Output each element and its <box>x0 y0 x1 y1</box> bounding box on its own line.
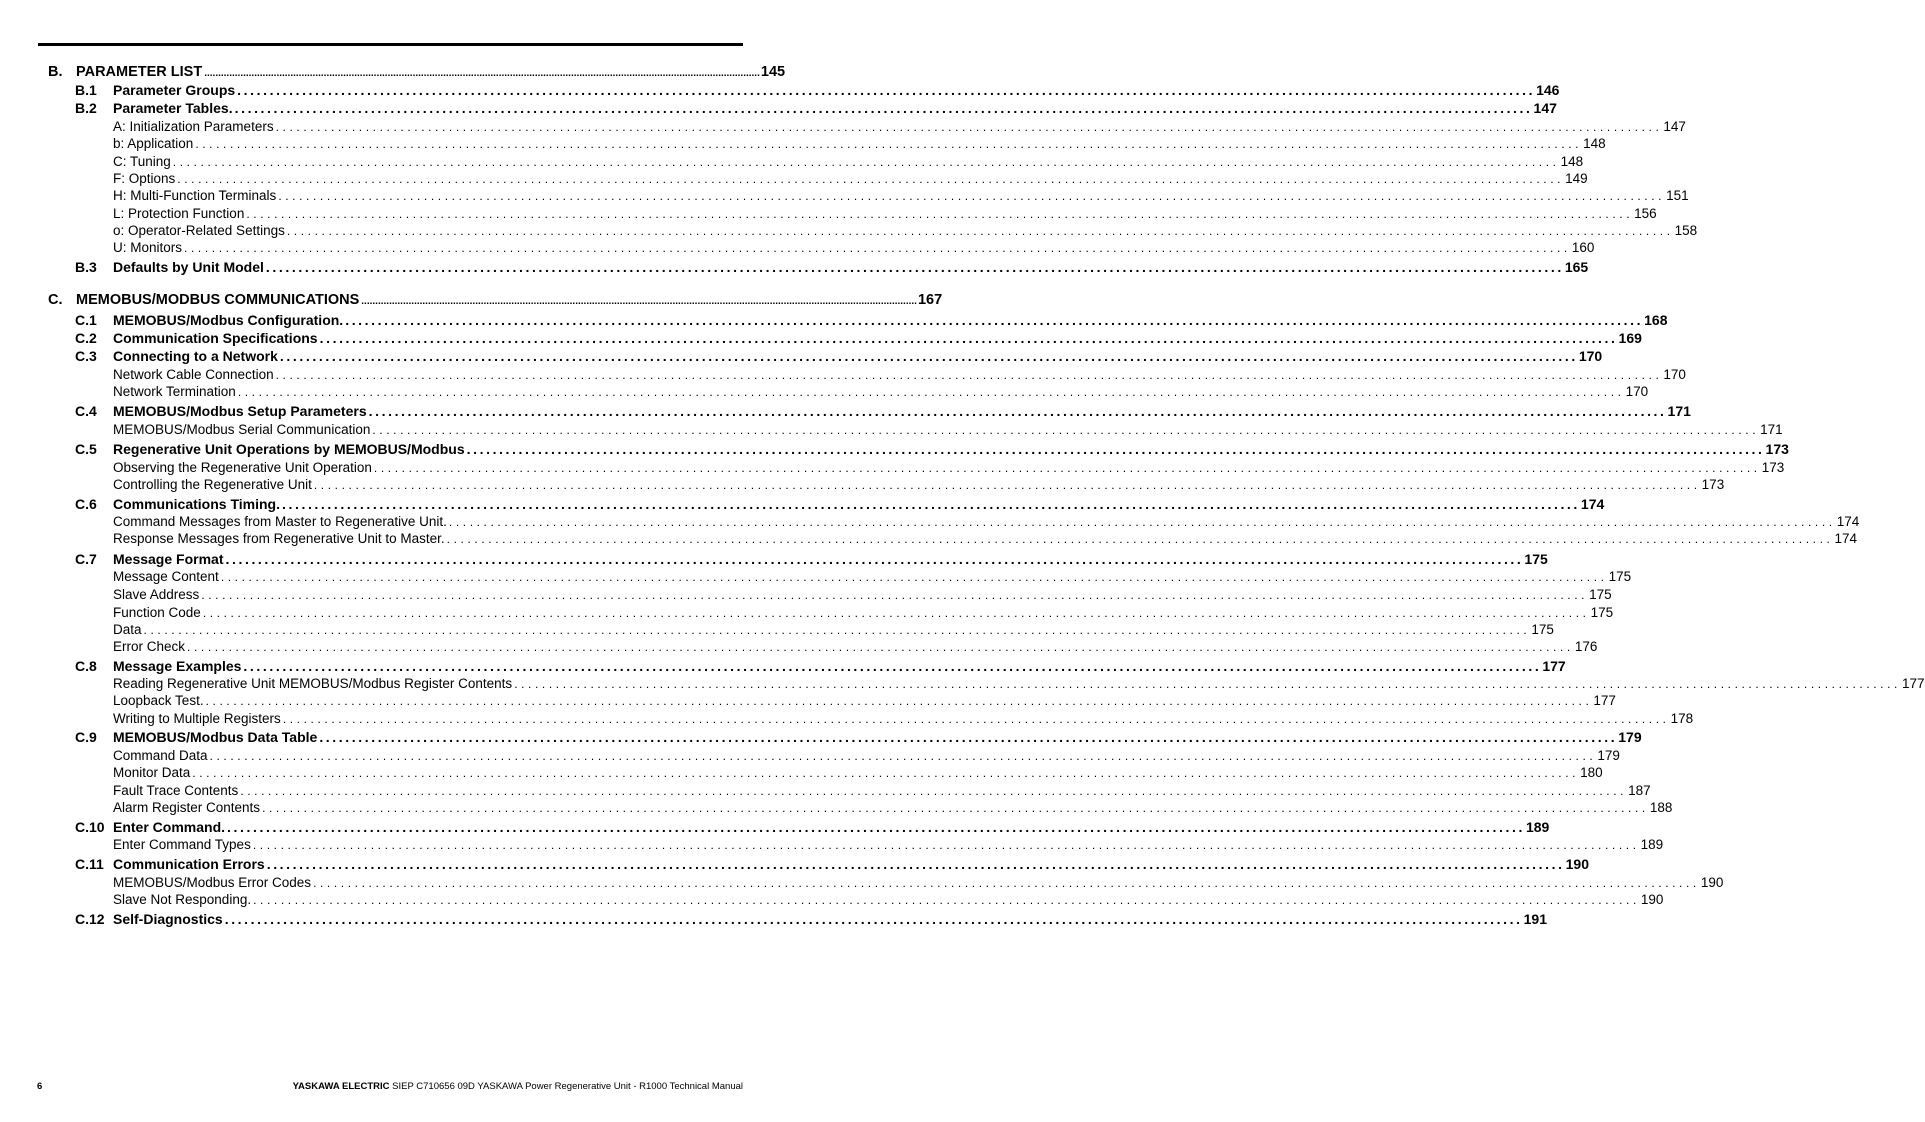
toc-entry-title: MEMOBUS/Modbus Configuration. <box>113 312 344 328</box>
toc-entry-title: Reading Regenerative Unit MEMOBUS/Modbus Register Contents <box>113 676 513 691</box>
toc-entry-title: Network Termination <box>113 384 236 399</box>
toc-dot-leader: ........................................................................................................................................................................................................ <box>313 478 1701 492</box>
toc-page-number: 177 <box>1593 693 1616 708</box>
toc-entry-title: Error Check <box>113 639 186 654</box>
toc-dot-leader: ........................................................................................................................................................................................................ <box>225 551 1524 567</box>
toc-entry-title: Command Messages from Master to Regenerative Unit. <box>113 514 447 529</box>
toc-dot-leader: ........................................................................................................................................................................................................ <box>265 259 1564 275</box>
toc-page-number: 156 <box>1634 206 1657 221</box>
toc-entry-title: Regenerative Unit Operations by MEMOBUS/Modbus <box>113 441 465 457</box>
toc-page-number: 175 <box>1608 569 1632 584</box>
toc-dot-leader: ........................................................................................................................................................................................................ <box>202 606 1590 620</box>
toc-dot-leader: ........................................................................................................................................................................................................ <box>275 120 1663 134</box>
toc-entry-number: B. <box>48 64 63 80</box>
toc-page-number: 171 <box>1667 403 1691 419</box>
toc-entry-title: PARAMETER LIST <box>76 64 203 80</box>
toc-page-number: 174 <box>1834 531 1857 546</box>
toc-dot-leader: ........................................................................................................................................................................................................ <box>372 423 1760 437</box>
toc-entry-number: C.4 <box>75 403 97 419</box>
page-footer <box>0 1080 793 1094</box>
footer-text <box>293 1080 743 1094</box>
toc-page-number: 175 <box>1531 622 1554 637</box>
header-rule <box>38 43 743 46</box>
toc-dot-leader: ........................................................................................................................................................................................................ <box>466 441 1765 457</box>
toc-entry-title: MEMOBUS/Modbus Error Codes <box>113 875 312 890</box>
toc-entry-title: L: Protection Function <box>113 206 245 221</box>
toc-entry-title: o: Operator-Related Settings <box>113 223 285 238</box>
toc-dot-leader: ........................................................................................................................................................................................................ <box>266 856 1565 872</box>
toc-dot-leader: ........................................................................................................................................................................................................ <box>240 784 1628 798</box>
toc-entry-title: MEMOBUS/Modbus Setup Parameters <box>113 403 367 419</box>
toc-dot-leader: ........................................................................................................................................................................................................ <box>281 496 1580 512</box>
toc-dot-leader: ........................................................................................................................................................................................................ <box>252 838 1640 852</box>
toc-page-number: 179 <box>1618 729 1642 745</box>
toc-page-number: 188 <box>1649 800 1673 815</box>
toc-page-number: 170 <box>1663 367 1686 382</box>
toc-entry-title: Defaults by Unit Model <box>113 259 264 275</box>
toc-dot-leader: ........................................................................................................................................................................................................ <box>195 137 1583 151</box>
toc-dot-leader: ........................................................................................................................................................................................................ <box>361 296 917 307</box>
toc-page-number: 160 <box>1571 240 1595 255</box>
toc-entry-title: Parameter Groups <box>113 82 236 98</box>
toc-page-number: 158 <box>1674 223 1698 238</box>
toc-entry-title: Enter Command. <box>113 819 226 835</box>
toc-entry-number: C.1 <box>75 312 97 328</box>
toc-page-number: 190 <box>1700 875 1724 890</box>
toc-dot-leader: ........................................................................................................................................................................................................ <box>187 640 1574 654</box>
toc-page-number: 170 <box>1578 348 1603 364</box>
toc-dot-leader: ........................................................................................................................................................................................................ <box>237 82 1536 98</box>
toc-dot-leader: ........................................................................................................................................................................................................ <box>143 623 1531 637</box>
toc-page-number: 187 <box>1628 783 1651 798</box>
toc-page-number: 147 <box>1533 100 1557 116</box>
toc-entry-title: Message Format <box>113 551 224 567</box>
toc-entry-title: Self-Diagnostics <box>113 911 223 927</box>
toc-entry-number: C.12 <box>75 911 105 927</box>
toc-entry-title: F: Options <box>113 171 176 186</box>
toc-page-number: 175 <box>1590 605 1614 620</box>
toc-dot-leader: ........................................................................................................................................................................................................ <box>286 224 1674 238</box>
toc-page-number: 190 <box>1565 856 1589 872</box>
toc-dot-leader: ........................................................................................................................................................................................................ <box>446 532 1834 546</box>
toc-dot-leader: ........................................................................................................................................................................................................ <box>209 749 1597 763</box>
toc-dot-leader: ........................................................................................................................................................................................................ <box>204 68 760 79</box>
toc-page-number: 175 <box>1589 587 1612 602</box>
toc-page-number: 189 <box>1525 819 1550 835</box>
toc-entry-title: Enter Command Types <box>113 837 251 852</box>
toc-dot-leader: ........................................................................................................................................................................................................ <box>234 100 1533 116</box>
toc-page-number: 173 <box>1701 477 1725 492</box>
toc-page-number: 148 <box>1560 154 1584 169</box>
toc-entry-title: Response Messages from Regenerative Unit to Master. <box>113 531 445 546</box>
toc-page-number: 190 <box>1640 892 1664 907</box>
toc-dot-leader: ........................................................................................................................................................................................................ <box>373 461 1761 475</box>
toc-page-number: 147 <box>1663 119 1686 134</box>
toc-page-number: 173 <box>1765 441 1789 457</box>
toc-dot-leader: ........................................................................................................................................................................................................ <box>282 712 1670 726</box>
toc-entry-title: Alarm Register Contents <box>113 800 261 815</box>
toc-entry-title: MEMOBUS/MODBUS COMMUNICATIONS <box>76 292 360 308</box>
toc-page-number: 165 <box>1564 259 1589 275</box>
toc-entry-title: Observing the Regenerative Unit Operation <box>113 460 372 475</box>
toc-entry-number: C.8 <box>75 658 97 674</box>
toc-page-number: 149 <box>1565 171 1588 186</box>
toc-page-number: 171 <box>1760 422 1783 437</box>
toc-entry-title: Communication Specifications <box>113 330 318 346</box>
toc-entry-title: U: Monitors <box>113 240 183 255</box>
toc-entry-title: Command Data <box>113 748 208 763</box>
toc-entry-title: Writing to Multiple Registers <box>113 711 281 726</box>
footer-brand: YASKAWA ELECTRIC <box>292 1081 390 1092</box>
toc-entry-title: Slave Address <box>113 587 200 602</box>
toc-entry-title: Function Code <box>113 605 201 620</box>
toc-dot-leader: ........................................................................................................................................................................................................ <box>514 677 1901 691</box>
toc-dot-leader: ........................................................................................................................................................................................................ <box>319 729 1618 745</box>
toc-dot-leader: ........................................................................................................................................................................................................ <box>201 588 1589 602</box>
toc-dot-leader: ........................................................................................................................................................................................................ <box>227 819 1525 835</box>
toc-page-number: 180 <box>1580 765 1603 780</box>
toc-dot-leader: ........................................................................................................................................................................................................ <box>345 312 1644 328</box>
toc-entry-title: C: Tuning <box>113 154 171 169</box>
toc-entry-title: Fault Trace Contents <box>113 783 239 798</box>
toc-entry-number: C. <box>48 292 63 308</box>
toc-dot-leader: ........................................................................................................................................................................................................ <box>192 766 1580 780</box>
toc-entry-title: H: Multi-Function Terminals <box>113 188 277 203</box>
toc-dot-leader: ........................................................................................................................................................................................................ <box>319 330 1618 346</box>
toc-dot-leader: ........................................................................................................................................................................................................ <box>246 207 1634 221</box>
toc-page-number: 177 <box>1901 676 1925 691</box>
toc-entry-number: C.11 <box>75 856 104 872</box>
footer-doc-title: SIEP C710656 09D YASKAWA Power Regenerative Unit - R1000 Technical Manual <box>392 1081 743 1092</box>
toc-entry-title: MEMOBUS/Modbus Data Table <box>113 729 318 745</box>
toc-page-number: 151 <box>1666 188 1689 203</box>
toc-entry-title: Parameter Tables. <box>113 100 233 116</box>
toc-entry-title: Controlling the Regenerative Unit <box>113 477 312 492</box>
toc-entry-number: B.1 <box>75 82 97 98</box>
toc-dot-leader: ........................................................................................................................................................................................................ <box>253 893 1640 907</box>
toc-dot-leader: ........................................................................................................................................................................................................ <box>279 348 1578 364</box>
toc-page-number: 169 <box>1618 330 1642 346</box>
toc-entry-number: B.2 <box>75 100 97 116</box>
toc-page-number: 168 <box>1644 312 1668 328</box>
toc-page-number: 189 <box>1640 837 1664 852</box>
toc-page-number: 170 <box>1625 384 1649 399</box>
toc-entry-number: B.3 <box>75 259 97 275</box>
toc-dot-leader: ........................................................................................................................................................................................................ <box>224 911 1523 927</box>
toc-page-number: 174 <box>1836 514 1860 529</box>
toc-page-number: 179 <box>1597 748 1620 763</box>
toc-dot-leader: ........................................................................................................................................................................................................ <box>184 241 1571 255</box>
toc-entry-title: Slave Not Responding. <box>113 892 252 907</box>
toc-page-number: 191 <box>1523 911 1547 927</box>
toc-entry-number: C.6 <box>75 496 97 512</box>
toc-dot-leader: ........................................................................................................................................................................................................ <box>177 172 1565 186</box>
toc-page-number: 175 <box>1524 551 1548 567</box>
toc-entry-title: Loopback Test. <box>113 693 204 708</box>
toc-dot-leader: ........................................................................................................................................................................................................ <box>368 403 1667 419</box>
toc-entry-title: Communication Errors <box>113 856 265 872</box>
toc-dot-leader: ........................................................................................................................................................................................................ <box>275 368 1663 382</box>
toc-entry-title: b: Application <box>113 136 194 151</box>
toc-dot-leader: ........................................................................................................................................................................................................ <box>205 694 1593 708</box>
toc-dot-leader: ........................................................................................................................................................................................................ <box>220 570 1608 584</box>
toc-entry-title: Connecting to a Network <box>113 348 278 364</box>
toc-dot-leader: ........................................................................................................................................................................................................ <box>278 189 1666 203</box>
toc-entry-title: Data <box>113 622 142 637</box>
toc-entry-title: Message Content <box>113 569 219 584</box>
toc-entry-title: MEMOBUS/Modbus Serial Communication <box>113 422 371 437</box>
toc-dot-leader: ........................................................................................................................................................................................................ <box>243 658 1542 674</box>
toc-page-number: 167 <box>917 292 943 308</box>
toc-entry-title: Monitor Data <box>113 765 191 780</box>
toc-entry-number: C.3 <box>75 348 97 364</box>
toc-page-number: 176 <box>1574 639 1598 654</box>
toc-dot-leader: ........................................................................................................................................................................................................ <box>172 155 1560 169</box>
footer-page-number: 6 <box>37 1081 43 1092</box>
toc-page-number: 173 <box>1761 460 1785 475</box>
toc-page-number: 178 <box>1670 711 1694 726</box>
toc-page-number: 148 <box>1583 136 1606 151</box>
toc-dot-leader: ........................................................................................................................................................................................................ <box>448 515 1836 529</box>
toc-dot-leader: ........................................................................................................................................................................................................ <box>237 385 1625 399</box>
toc-entry-number: C.5 <box>75 441 97 457</box>
toc-page-number: 177 <box>1542 658 1566 674</box>
toc-entry-title: Message Examples <box>113 658 242 674</box>
toc-entry-number: C.10 <box>75 819 105 835</box>
toc-entry-number: C.7 <box>75 551 97 567</box>
toc-page-number: 174 <box>1580 496 1605 512</box>
toc-entry-number: C.9 <box>75 729 97 745</box>
toc-dot-leader: ........................................................................................................................................................................................................ <box>262 801 1649 815</box>
toc-entry-title: Network Cable Connection <box>113 367 274 382</box>
toc-dot-leader: ........................................................................................................................................................................................................ <box>313 876 1700 890</box>
toc-page-number: 145 <box>760 64 786 80</box>
toc-page-number: 146 <box>1536 82 1560 98</box>
toc-entry-title: Communications Timing. <box>113 496 280 512</box>
toc-entry-number: C.2 <box>75 330 97 346</box>
toc-entry-title: A: Initialization Parameters <box>113 119 274 134</box>
